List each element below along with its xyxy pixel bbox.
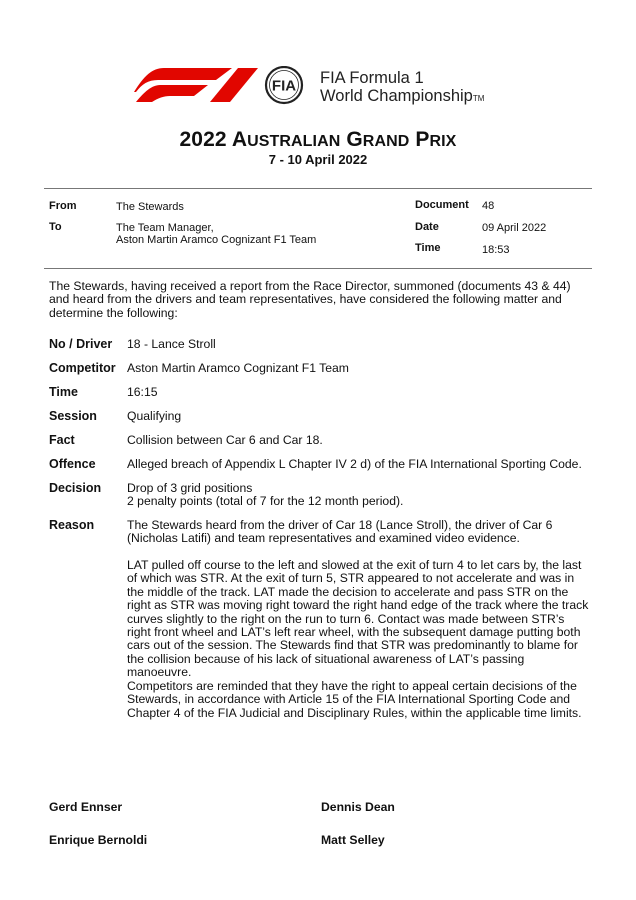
decision-label: Decision [49,481,102,495]
event-dates: 7 - 10 April 2022 [268,152,368,167]
title-rest-g: RAND [362,133,410,150]
session-value: Qualifying [127,409,182,423]
competitor-label: Competitor [49,361,116,375]
reason-paragraph-3: Competitors are reminded that they have the right to appeal certain decisions of the Stewards, in accordance with Article 15 of the FIA International Sporting Code and Chapter 4 of the FIA Judicial and Disciplinary Rules, within the applicable time limits. [127,679,582,720]
intro-paragraph: The Stewards, having received a report from the Race Director, summoned (documents 43 & 44) and heard from the drivers and team representatives, have considered the following matter and determine the following: [49,279,571,320]
page-title [0,128,636,152]
time-label: Time [415,242,441,254]
time-detail-value: 16:15 [127,385,158,399]
signature-matt-selley: Matt Selley [321,833,385,847]
fact-label: Fact [49,433,75,447]
to-value-line1: The Team Manager, [116,222,214,234]
offence-label: Offence [49,457,96,471]
logo-line2: World Championship [320,87,473,105]
title-year: 2022 [179,128,227,151]
f1-logo-icon [134,66,320,110]
signature-dennis-dean: Dennis Dean [321,800,395,814]
driver-label: No / Driver [49,337,113,351]
date-value: 09 April 2022 [482,222,547,234]
to-label: To [49,221,62,233]
header-top-rule [44,188,592,189]
reason-paragraph-2: LAT pulled off course to the left and slowed at the exit of turn 4 to let cars by, the last of which was STR. At the exit of turn 5, STR appeared to not accelerate and was in the middle of the track. LAT made the decision to accelerate and pass STR on the right as STR was moving right toward the right hand edge of the track where the track curves slightly to the right on the run to turn 6. Contact was made between STR’s right front wheel and LAT’s left rear wheel, with the subsequent damage putting both cars out of the session. The Stewards find that STR was predominantly to blame for the collision because of his lack of situational awareness of LAT’s passing manoeuvre. [127,558,589,680]
title-cap-g: G [346,128,363,151]
title-rest-a: USTRALIAN [247,133,341,150]
fia-roundel-letters: FIA [271,77,297,95]
from-label: From [49,200,77,212]
title-rest-p: RIX [429,133,457,150]
reason-label: Reason [49,518,95,532]
from-value: The Stewards [116,201,184,213]
reason-paragraph-1: The Stewards heard from the driver of Car 18 (Lance Stroll), the driver of Car 6 (Nicholas Latifi) and team representatives and examined video evidence. [127,518,553,546]
to-value-line2: Aston Martin Aramco Cognizant F1 Team [116,234,317,246]
decision-value-line2: 2 penalty points (total of 7 for the 12 month period). [127,494,404,508]
document-value: 48 [482,200,495,212]
logo-line1: FIA Formula 1 [320,69,424,87]
logo-wordmark [320,69,484,108]
logo-tm: TM [472,94,485,103]
driver-value: 18 - Lance Stroll [127,337,216,351]
fia-f1-logo [134,66,514,110]
time-value: 18:53 [482,244,510,256]
time-detail-label: Time [49,385,78,399]
fact-value: Collision between Car 6 and Car 18. [127,433,323,447]
session-label: Session [49,409,97,423]
title-cap-a: A [231,128,248,151]
offence-value: Alleged breach of Appendix L Chapter IV 2 d) of the FIA International Sporting Code. [127,457,582,471]
logo-line2-wrap [320,87,484,108]
date-label: Date [415,221,439,233]
competitor-value: Aston Martin Aramco Cognizant F1 Team [127,361,349,375]
decision-value-line1: Drop of 3 grid positions [127,481,253,495]
header-bottom-rule [44,268,592,269]
document-label: Document [415,199,469,211]
f1-mark-bottom [136,85,208,102]
title-cap-p: P [415,128,430,151]
signature-enrique-bernoldi: Enrique Bernoldi [49,833,148,847]
signature-gerd-ennser: Gerd Ennser [49,800,123,814]
